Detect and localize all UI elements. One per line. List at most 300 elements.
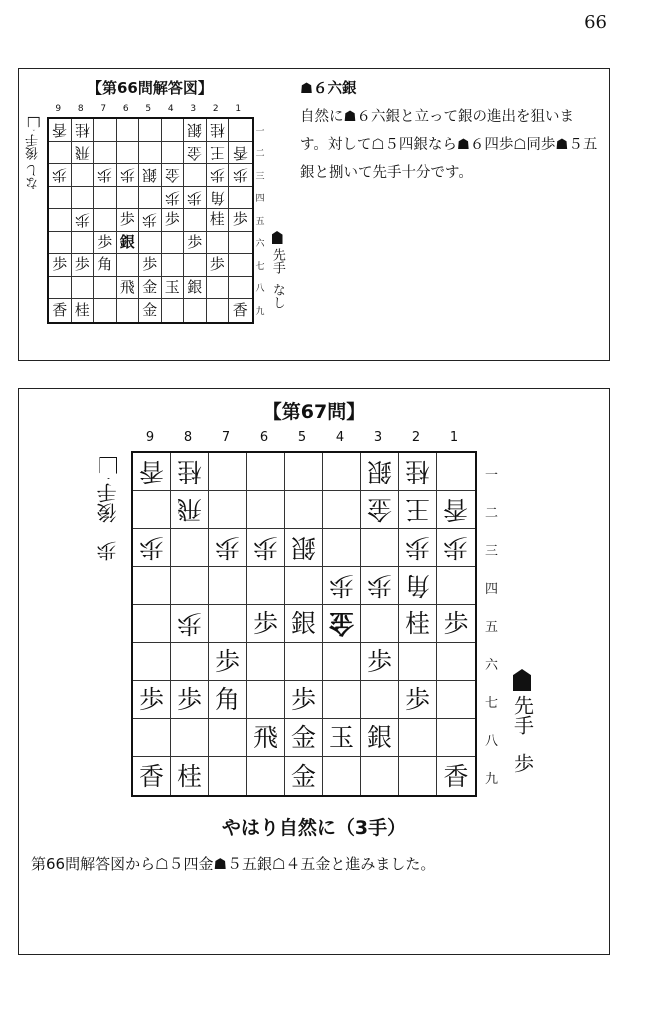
b67-empty-square bbox=[171, 643, 209, 681]
b67-piece-gote bbox=[171, 491, 209, 529]
answer-66-comment: 自然に☗６六銀と立って銀の進出を狙います。対して☖５四銀なら☗６四歩☖同歩☗５五銀と捌いて先手十分です。 bbox=[300, 109, 598, 181]
b67-piece-gote bbox=[133, 453, 171, 491]
b66-piece-label: 桂 bbox=[209, 121, 225, 140]
b67-piece-label: 歩 bbox=[404, 533, 430, 562]
b67-empty-square bbox=[133, 643, 171, 681]
b66-piece-gote bbox=[229, 164, 252, 187]
b66-piece-sente bbox=[139, 299, 162, 322]
sente-label-67: 先手 bbox=[510, 695, 535, 735]
b66-empty-square bbox=[94, 119, 117, 142]
b66-empty-square bbox=[139, 187, 162, 210]
b67-empty-square bbox=[133, 719, 171, 757]
b66-piece-label: 歩 bbox=[52, 166, 68, 185]
b67-piece-label: 桂 bbox=[176, 761, 202, 791]
b67-row-number: 九 bbox=[485, 771, 499, 787]
b67-piece-sente bbox=[247, 605, 285, 643]
b67-piece-sente bbox=[209, 643, 247, 681]
b66-piece-label: 香 bbox=[52, 121, 68, 140]
sente-hand-67 bbox=[507, 669, 537, 777]
b67-piece-label: 歩 bbox=[138, 685, 164, 714]
b67-piece-label: 歩 bbox=[404, 685, 430, 714]
b67-piece-label: 香 bbox=[138, 457, 164, 486]
b67-empty-square bbox=[209, 453, 247, 491]
b66-col-number: 4 bbox=[167, 104, 174, 114]
b66-piece-gote bbox=[72, 119, 95, 142]
b66-piece-sente bbox=[94, 232, 117, 255]
b67-piece-label: 飛 bbox=[176, 495, 202, 524]
b67-piece-label: 桂 bbox=[176, 457, 202, 486]
b66-empty-square bbox=[207, 232, 230, 255]
b66-piece-label: 金 bbox=[142, 300, 158, 319]
b66-piece-gote bbox=[207, 164, 230, 187]
gote-mark-icon-66 bbox=[28, 117, 40, 131]
b66-piece-sente bbox=[162, 277, 185, 300]
b66-piece-gote bbox=[207, 187, 230, 210]
b66-row-number: 八 bbox=[255, 284, 265, 295]
problem-67-title: 【第67問】 bbox=[262, 401, 366, 423]
b66-empty-square bbox=[207, 299, 230, 322]
b66-piece-sente bbox=[162, 209, 185, 232]
b66-piece-label: 香 bbox=[232, 300, 248, 319]
page-number: 66 bbox=[584, 12, 607, 33]
b66-piece-sente bbox=[207, 254, 230, 277]
b67-piece-gote bbox=[437, 491, 475, 529]
b66-col-number: 2 bbox=[212, 104, 219, 114]
b67-piece-sente bbox=[285, 757, 323, 795]
b66-piece-label: 歩 bbox=[187, 188, 203, 207]
b67-empty-square bbox=[437, 643, 475, 681]
b66-piece-label: 歩 bbox=[119, 210, 135, 229]
b66-piece-label: 歩 bbox=[97, 232, 113, 251]
b66-piece-sente bbox=[72, 299, 95, 322]
sente-hand-67-value: 歩 bbox=[510, 753, 535, 773]
b66-piece-gote bbox=[229, 142, 252, 165]
b66-empty-square bbox=[94, 299, 117, 322]
b67-piece-gote bbox=[171, 453, 209, 491]
b66-col-number: 3 bbox=[190, 104, 197, 114]
b67-col-number: 5 bbox=[297, 430, 307, 445]
b66-piece-label: 歩 bbox=[74, 211, 90, 230]
problem-67-panel bbox=[18, 388, 610, 955]
answer-66-comment-block bbox=[300, 75, 600, 187]
b67-piece-gote bbox=[399, 453, 437, 491]
b67-piece-gote bbox=[323, 567, 361, 605]
b67-col-number: 7 bbox=[221, 430, 231, 445]
b66-empty-square bbox=[207, 277, 230, 300]
b67-piece-sente bbox=[133, 757, 171, 795]
b67-row-number: 三 bbox=[485, 543, 499, 559]
b67-piece-label: 飛 bbox=[252, 723, 278, 752]
b67-empty-square bbox=[247, 491, 285, 529]
b67-piece-sente bbox=[171, 757, 209, 795]
b66-piece-sente bbox=[117, 277, 140, 300]
b66-row-number: 九 bbox=[255, 306, 265, 317]
b67-empty-square bbox=[171, 567, 209, 605]
b67-empty-square bbox=[437, 719, 475, 757]
b67-empty-square bbox=[133, 605, 171, 643]
b66-piece-sente bbox=[72, 254, 95, 277]
gote-hand-67 bbox=[93, 453, 123, 561]
b67-piece-label: 金 bbox=[290, 761, 316, 791]
b66-empty-square bbox=[162, 232, 185, 255]
b66-empty-square bbox=[229, 232, 252, 255]
gote-hand-66-text bbox=[27, 113, 41, 190]
b66-piece-label: 香 bbox=[52, 300, 68, 319]
b67-piece-label: 銀 bbox=[366, 457, 392, 486]
b67-empty-square bbox=[437, 681, 475, 719]
b67-piece-label: 歩 bbox=[443, 609, 469, 638]
b66-empty-square bbox=[94, 277, 117, 300]
b66-piece-gote bbox=[94, 164, 117, 187]
b67-col-number: 4 bbox=[335, 430, 345, 445]
b67-empty-square bbox=[361, 529, 399, 567]
b67-empty-square bbox=[437, 453, 475, 491]
answer-66-title: 【第66問解答図】 bbox=[87, 79, 213, 97]
gote-label-66: 後手 bbox=[26, 134, 42, 161]
b67-piece-gote bbox=[247, 529, 285, 567]
b67-empty-square bbox=[247, 453, 285, 491]
b67-piece-gote bbox=[171, 605, 209, 643]
b66-row-number: 五 bbox=[255, 216, 265, 227]
b66-empty-square bbox=[49, 142, 72, 165]
b67-empty-square bbox=[209, 719, 247, 757]
b66-piece-label: 銀 bbox=[187, 277, 203, 296]
b67-empty-square bbox=[285, 567, 323, 605]
sente-hand-66-value: なし bbox=[269, 283, 285, 310]
b67-piece-gote bbox=[361, 453, 399, 491]
b66-piece-label: 歩 bbox=[232, 210, 248, 229]
b67-row-number: 四 bbox=[485, 581, 499, 597]
b67-piece-gote bbox=[399, 491, 437, 529]
b67-grid bbox=[131, 451, 477, 797]
b67-piece-sente bbox=[133, 681, 171, 719]
b67-empty-square bbox=[361, 757, 399, 795]
b67-piece-label: 歩 bbox=[366, 647, 392, 676]
b67-piece-label: 歩 bbox=[252, 609, 278, 638]
b66-piece-sente bbox=[117, 232, 140, 255]
b66-piece-gote bbox=[139, 164, 162, 187]
b66-empty-square bbox=[117, 187, 140, 210]
b66-piece-sente bbox=[184, 277, 207, 300]
b66-empty-square bbox=[184, 299, 207, 322]
b66-piece-gote bbox=[207, 119, 230, 142]
b66-piece-sente bbox=[207, 209, 230, 232]
b66-piece-gote bbox=[139, 209, 162, 232]
b66-col-number: 7 bbox=[100, 104, 107, 114]
b67-empty-square bbox=[209, 605, 247, 643]
gote-hand-66 bbox=[23, 113, 45, 190]
b66-empty-square bbox=[139, 142, 162, 165]
b67-row-number: 七 bbox=[485, 695, 499, 711]
answer-66-panel bbox=[18, 68, 610, 361]
b66-piece-label: 玉 bbox=[164, 277, 180, 296]
gote-hand-67-text bbox=[95, 453, 120, 561]
b66-col-number: 9 bbox=[55, 104, 62, 114]
b67-piece-label: 歩 bbox=[138, 533, 164, 562]
b66-empty-square bbox=[184, 254, 207, 277]
b67-piece-sente bbox=[361, 643, 399, 681]
b66-piece-gote bbox=[117, 164, 140, 187]
b66-piece-sente bbox=[117, 209, 140, 232]
b67-piece-label: 桂 bbox=[404, 609, 430, 638]
b66-empty-square bbox=[162, 142, 185, 165]
b67-piece-gote bbox=[399, 529, 437, 567]
b66-empty-square bbox=[162, 299, 185, 322]
b66-empty-square bbox=[162, 119, 185, 142]
b66-empty-square bbox=[139, 119, 162, 142]
b66-piece-label: 王 bbox=[209, 143, 225, 162]
sente-hand-66 bbox=[268, 231, 286, 313]
b67-empty-square bbox=[399, 757, 437, 795]
b66-empty-square bbox=[117, 119, 140, 142]
b67-piece-gote bbox=[285, 529, 323, 567]
b66-empty-square bbox=[117, 254, 140, 277]
b67-piece-label: 香 bbox=[443, 761, 469, 791]
b66-piece-label: 歩 bbox=[209, 166, 225, 185]
b67-empty-square bbox=[399, 643, 437, 681]
b66-empty-square bbox=[229, 254, 252, 277]
b66-row-number: 一 bbox=[255, 126, 265, 137]
b67-piece-sente bbox=[437, 605, 475, 643]
b67-empty-square bbox=[209, 567, 247, 605]
b66-piece-label: 金 bbox=[164, 166, 180, 185]
b66-empty-square bbox=[72, 277, 95, 300]
b67-piece-label: 歩 bbox=[443, 533, 469, 562]
b67-empty-square bbox=[209, 491, 247, 529]
b67-empty-square bbox=[323, 529, 361, 567]
b66-empty-square bbox=[94, 142, 117, 165]
b66-piece-gote bbox=[184, 142, 207, 165]
b66-piece-label: 歩 bbox=[142, 211, 158, 230]
b67-col-number: 2 bbox=[411, 430, 421, 445]
b67-piece-gote bbox=[361, 567, 399, 605]
b66-row-number: 三 bbox=[255, 171, 265, 182]
b67-piece-label: 香 bbox=[138, 761, 164, 791]
b67-piece-label: 桂 bbox=[404, 457, 430, 486]
b67-piece-label: 歩 bbox=[366, 571, 392, 600]
b67-empty-square bbox=[399, 719, 437, 757]
b66-empty-square bbox=[184, 164, 207, 187]
b66-piece-label: 歩 bbox=[232, 166, 248, 185]
b67-empty-square bbox=[285, 453, 323, 491]
b67-empty-square bbox=[437, 567, 475, 605]
b67-piece-label: 香 bbox=[443, 495, 469, 524]
gote-hand-67-value: 歩 bbox=[95, 541, 120, 561]
b67-empty-square bbox=[171, 719, 209, 757]
b66-piece-label: 金 bbox=[187, 143, 203, 162]
b66-piece-label: 歩 bbox=[52, 255, 68, 274]
b66-empty-square bbox=[117, 299, 140, 322]
b67-empty-square bbox=[285, 491, 323, 529]
b67-piece-label: 角 bbox=[214, 685, 240, 714]
b67-row-number: 五 bbox=[485, 619, 499, 635]
b66-piece-label: 歩 bbox=[142, 255, 158, 274]
b66-piece-label: 角 bbox=[97, 255, 113, 274]
b66-empty-square bbox=[184, 209, 207, 232]
b67-piece-gote bbox=[209, 529, 247, 567]
b66-piece-label: 歩 bbox=[119, 166, 135, 185]
b66-piece-label: 銀 bbox=[119, 232, 135, 251]
b66-empty-square bbox=[229, 119, 252, 142]
b66-piece-label: 歩 bbox=[164, 188, 180, 207]
b66-piece-label: 銀 bbox=[142, 166, 158, 185]
b66-empty-square bbox=[229, 187, 252, 210]
b67-piece-label: 玉 bbox=[328, 723, 354, 752]
sente-label-66: 先手 bbox=[269, 247, 285, 274]
b66-piece-gote bbox=[72, 142, 95, 165]
b66-piece-sente bbox=[49, 254, 72, 277]
b66-piece-label: 飛 bbox=[119, 277, 135, 296]
b67-piece-label: 銀 bbox=[290, 609, 316, 638]
b67-row-number: 六 bbox=[485, 657, 499, 673]
b67-piece-label: 歩 bbox=[328, 571, 354, 600]
b67-piece-sente bbox=[323, 719, 361, 757]
b67-empty-square bbox=[209, 757, 247, 795]
b66-piece-label: 飛 bbox=[74, 143, 90, 162]
b67-empty-square bbox=[323, 681, 361, 719]
b67-piece-label: 金 bbox=[290, 723, 316, 752]
b67-empty-square bbox=[247, 643, 285, 681]
b66-empty-square bbox=[229, 277, 252, 300]
b67-piece-label: 歩 bbox=[214, 647, 240, 676]
b67-empty-square bbox=[171, 529, 209, 567]
b66-row-number: 四 bbox=[255, 194, 265, 205]
gote-label-67: 後手 bbox=[95, 483, 120, 523]
b66-piece-gote bbox=[162, 187, 185, 210]
b66-col-number: 5 bbox=[145, 104, 152, 114]
b66-piece-label: 香 bbox=[232, 143, 248, 162]
b67-piece-sente bbox=[399, 605, 437, 643]
b66-row-number: 七 bbox=[255, 261, 265, 272]
sente-mark-icon-66 bbox=[272, 231, 283, 244]
b66-col-number: 6 bbox=[122, 104, 129, 114]
b67-piece-label: 金 bbox=[366, 495, 392, 524]
b67-empty-square bbox=[323, 453, 361, 491]
b66-row-number: 二 bbox=[255, 149, 265, 160]
b67-col-number: 3 bbox=[373, 430, 383, 445]
b66-piece-label: 桂 bbox=[74, 300, 90, 319]
b67-empty-square bbox=[323, 757, 361, 795]
b66-piece-sente bbox=[229, 209, 252, 232]
b66-empty-square bbox=[49, 209, 72, 232]
b67-empty-square bbox=[133, 491, 171, 529]
b66-empty-square bbox=[49, 232, 72, 255]
b66-piece-sente bbox=[139, 277, 162, 300]
b67-piece-sente bbox=[285, 605, 323, 643]
b66-row-number: 六 bbox=[255, 239, 265, 250]
b66-empty-square bbox=[94, 209, 117, 232]
b66-piece-gote bbox=[207, 142, 230, 165]
b67-piece-gote bbox=[361, 491, 399, 529]
b66-piece-label: 歩 bbox=[164, 210, 180, 229]
b67-col-number: 6 bbox=[259, 430, 269, 445]
b66-piece-gote bbox=[162, 164, 185, 187]
b66-grid bbox=[47, 117, 254, 324]
b67-piece-label: 王 bbox=[404, 495, 430, 524]
b66-empty-square bbox=[49, 277, 72, 300]
b66-piece-label: 桂 bbox=[74, 121, 90, 140]
b67-piece-label: 歩 bbox=[176, 609, 202, 638]
b66-empty-square bbox=[139, 232, 162, 255]
b67-empty-square bbox=[285, 643, 323, 681]
b66-piece-sente bbox=[184, 232, 207, 255]
b67-piece-sente bbox=[399, 681, 437, 719]
b66-piece-gote bbox=[184, 187, 207, 210]
b66-piece-sente bbox=[139, 254, 162, 277]
b67-piece-label: 金 bbox=[328, 609, 354, 638]
b66-empty-square bbox=[117, 142, 140, 165]
b67-piece-sente bbox=[285, 681, 323, 719]
sente-mark-icon-67 bbox=[513, 669, 531, 691]
b66-piece-label: 歩 bbox=[97, 166, 113, 185]
b67-empty-square bbox=[247, 567, 285, 605]
b67-piece-sente bbox=[285, 719, 323, 757]
b66-piece-label: 歩 bbox=[209, 255, 225, 274]
b66-piece-label: 歩 bbox=[74, 255, 90, 274]
b66-empty-square bbox=[72, 164, 95, 187]
b66-empty-square bbox=[72, 187, 95, 210]
b66-piece-label: 銀 bbox=[187, 121, 203, 140]
b67-piece-label: 歩 bbox=[252, 533, 278, 562]
b67-piece-label: 銀 bbox=[290, 533, 316, 562]
b67-row-number: 八 bbox=[485, 733, 499, 749]
b66-col-number: 1 bbox=[235, 104, 242, 114]
b67-piece-gote bbox=[399, 567, 437, 605]
b66-piece-label: 歩 bbox=[187, 232, 203, 251]
b67-piece-gote bbox=[133, 529, 171, 567]
b67-col-number: 9 bbox=[145, 430, 155, 445]
b67-row-number: 一 bbox=[485, 467, 499, 483]
b67-piece-label: 角 bbox=[404, 571, 430, 600]
gote-hand-66-value: なし bbox=[26, 163, 42, 190]
b67-piece-label: 歩 bbox=[214, 533, 240, 562]
b67-piece-sente bbox=[247, 719, 285, 757]
b67-piece-gote bbox=[437, 529, 475, 567]
b67-piece-sente bbox=[437, 757, 475, 795]
b66-piece-gote bbox=[72, 209, 95, 232]
b66-empty-square bbox=[94, 187, 117, 210]
b66-piece-label: 角 bbox=[209, 188, 225, 207]
b67-empty-square bbox=[247, 757, 285, 795]
b67-row-number: 二 bbox=[485, 505, 499, 521]
problem-67-moves: 第66問解答図から☖５四金☗５五銀☖４五金と進みました。 bbox=[31, 855, 436, 873]
b67-empty-square bbox=[247, 681, 285, 719]
b66-piece-label: 金 bbox=[142, 277, 158, 296]
b67-empty-square bbox=[361, 605, 399, 643]
b67-col-number: 8 bbox=[183, 430, 193, 445]
b67-empty-square bbox=[133, 567, 171, 605]
b66-piece-gote bbox=[184, 119, 207, 142]
b67-piece-label: 歩 bbox=[176, 685, 202, 714]
b67-piece-sente bbox=[209, 681, 247, 719]
b67-piece-label: 歩 bbox=[290, 685, 316, 714]
b67-piece-sente bbox=[361, 719, 399, 757]
answer-66-move: ☗６六銀 bbox=[300, 81, 357, 97]
b67-empty-square bbox=[323, 643, 361, 681]
b66-empty-square bbox=[72, 232, 95, 255]
b67-empty-square bbox=[323, 491, 361, 529]
b66-piece-label: 桂 bbox=[209, 210, 225, 229]
b66-piece-gote bbox=[49, 164, 72, 187]
b66-piece-sente bbox=[94, 254, 117, 277]
b67-col-number: 1 bbox=[449, 430, 459, 445]
b67-piece-label: 銀 bbox=[366, 723, 392, 752]
b66-col-number: 8 bbox=[77, 104, 84, 114]
b66-piece-sente bbox=[229, 299, 252, 322]
b66-piece-sente bbox=[49, 299, 72, 322]
b66-empty-square bbox=[49, 187, 72, 210]
b67-empty-square bbox=[361, 681, 399, 719]
